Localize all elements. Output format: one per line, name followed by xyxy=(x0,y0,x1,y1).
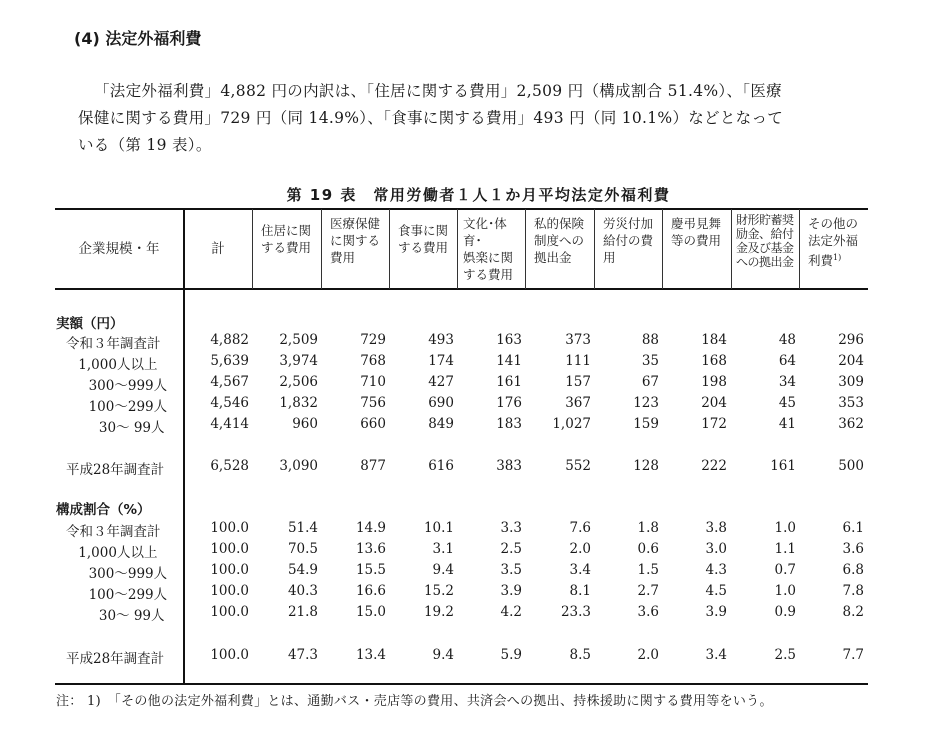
column-header-savings-incentive: 財形貯蓄奨 励金、給付 金及び基金 への拠出金 xyxy=(736,213,794,269)
table-cell: 15.5 xyxy=(355,562,386,578)
table-row xyxy=(55,562,868,583)
row-label: 1,000人以上 xyxy=(74,357,158,373)
table-cell: 159 xyxy=(633,416,659,432)
table-cell: 710 xyxy=(360,374,386,390)
table-cell: 34 xyxy=(778,374,796,390)
table-cell: 141 xyxy=(496,353,522,369)
column-header-total: 計 xyxy=(211,240,225,257)
table-cell: 13.4 xyxy=(355,647,386,663)
table-row xyxy=(55,604,868,625)
table-row xyxy=(55,458,868,479)
table-cell: 6.1 xyxy=(842,520,864,536)
table-cell: 184 xyxy=(701,332,727,348)
section-label-amount: 実額（円） xyxy=(56,316,124,332)
table-row xyxy=(55,541,868,562)
table-caption: 第 19 表 常用労働者１人１か月平均法定外福利費 xyxy=(286,186,671,204)
table-cell: 128 xyxy=(633,458,659,474)
table-cell: 35 xyxy=(641,353,659,369)
column-header-medical: 医療保健 に関する 費用 xyxy=(330,216,381,265)
table-cell: 222 xyxy=(701,458,727,474)
table-cell: 3,090 xyxy=(279,458,318,474)
table-cell: 123 xyxy=(633,395,659,411)
table-cell: 3.3 xyxy=(500,520,522,536)
table-cell: 1.0 xyxy=(774,583,796,599)
table-cell: 4,567 xyxy=(210,374,249,390)
table-cell: 2,509 xyxy=(279,332,318,348)
table-cell: 45 xyxy=(778,395,796,411)
table-cell: 100.0 xyxy=(210,562,249,578)
row-label: 300～999人 xyxy=(80,566,168,582)
row-label: 1,000人以上 xyxy=(74,545,158,561)
table-cell: 15.0 xyxy=(355,604,386,620)
table-cell: 0.6 xyxy=(637,541,659,557)
table-cell: 427 xyxy=(428,374,454,390)
row-label: 令和３年調査計 xyxy=(66,336,161,352)
table-cell: 67 xyxy=(641,374,659,390)
table-cell: 111 xyxy=(565,353,591,369)
table-cell: 690 xyxy=(428,395,454,411)
table-cell: 48 xyxy=(778,332,796,348)
table-cell: 47.3 xyxy=(287,647,318,663)
table-cell: 4.3 xyxy=(705,562,727,578)
table-cell: 10.1 xyxy=(423,520,454,536)
table-cell: 2.7 xyxy=(637,583,659,599)
table-cell: 21.8 xyxy=(287,604,318,620)
table-cell: 161 xyxy=(496,374,522,390)
table-cell: 2.0 xyxy=(569,541,591,557)
table-cell: 40.3 xyxy=(287,583,318,599)
table-row xyxy=(55,583,868,604)
column-header-meals: 食事に関 する費用 xyxy=(398,223,449,255)
table-cell: 493 xyxy=(428,332,454,348)
table-cell: 8.2 xyxy=(842,604,864,620)
table-row xyxy=(55,332,868,353)
table-cell: 5.9 xyxy=(500,647,522,663)
table-cell: 2.0 xyxy=(637,647,659,663)
row-label: 30～ 99人 xyxy=(86,420,165,436)
table-cell: 3.1 xyxy=(432,541,454,557)
table-cell: 204 xyxy=(838,353,864,369)
table-row xyxy=(55,416,868,437)
table-cell: 23.3 xyxy=(560,604,591,620)
table-cell: 3,974 xyxy=(279,353,318,369)
table-cell: 54.9 xyxy=(287,562,318,578)
table-cell: 1,027 xyxy=(552,416,591,432)
table-cell: 1.8 xyxy=(637,520,659,536)
table-cell: 1.5 xyxy=(637,562,659,578)
table-cell: 3.0 xyxy=(705,541,727,557)
table-cell: 2.5 xyxy=(774,647,796,663)
table-cell: 6.8 xyxy=(842,562,864,578)
footnote: 注： 1) 「その他の法定外福利費」とは、通勤バス・売店等の費用、共済会への拠出、持株援助に関する費用等をいう。 xyxy=(56,694,773,709)
table-cell: 1.0 xyxy=(774,520,796,536)
table-cell: 16.6 xyxy=(355,583,386,599)
table-cell: 849 xyxy=(428,416,454,432)
paragraph-line-2: 保健に関する費用」729 円（同 14.9%）、「食事に関する費用」493 円（同 10.1%）などとなって xyxy=(78,109,784,127)
table-cell: 183 xyxy=(496,416,522,432)
table-cell: 0.7 xyxy=(774,562,796,578)
table-cell: 8.5 xyxy=(569,647,591,663)
table-cell: 176 xyxy=(496,395,522,411)
table-row xyxy=(55,647,868,668)
column-header-workers-comp: 労災付加 給付の費 用 xyxy=(603,216,654,265)
row-label: 100～299人 xyxy=(80,399,168,415)
body-paragraph xyxy=(78,78,878,159)
table-cell: 174 xyxy=(428,353,454,369)
paragraph-line-3: いる（第 19 表）。 xyxy=(78,136,212,154)
table-row xyxy=(55,395,868,416)
table-cell: 3.4 xyxy=(705,647,727,663)
table-cell: 4,414 xyxy=(210,416,249,432)
table-cell: 100.0 xyxy=(210,647,249,663)
paragraph-line-1: 「法定外福利費」4,882 円の内訳は、「住居に関する費用」2,509 円（構成割合 51.4%）、「医療 xyxy=(94,82,782,100)
table-cell: 100.0 xyxy=(210,604,249,620)
table-cell: 41 xyxy=(778,416,796,432)
table-cell: 51.4 xyxy=(287,520,318,536)
table-cell: 3.5 xyxy=(500,562,522,578)
table-cell: 15.2 xyxy=(423,583,454,599)
table-cell: 5,639 xyxy=(210,353,249,369)
table-row xyxy=(55,374,868,395)
table-cell: 168 xyxy=(701,353,727,369)
table-cell: 14.9 xyxy=(355,520,386,536)
table-cell: 552 xyxy=(565,458,591,474)
table-cell: 70.5 xyxy=(287,541,318,557)
table-cell: 309 xyxy=(838,374,864,390)
table-cell: 3.8 xyxy=(705,520,727,536)
table-cell: 7.8 xyxy=(842,583,864,599)
table-cell: 4,546 xyxy=(210,395,249,411)
table-cell: 100.0 xyxy=(210,541,249,557)
row-label: 平成28年調査計 xyxy=(66,462,165,478)
section-label-ratio: 構成割合（%） xyxy=(56,502,151,518)
table-cell: 660 xyxy=(360,416,386,432)
table-row xyxy=(55,520,868,541)
table-cell: 1,832 xyxy=(279,395,318,411)
table-cell: 362 xyxy=(838,416,864,432)
table-cell: 3.6 xyxy=(842,541,864,557)
table-cell: 373 xyxy=(565,332,591,348)
table-cell: 19.2 xyxy=(423,604,454,620)
table-cell: 877 xyxy=(360,458,386,474)
row-label: 100～299人 xyxy=(80,587,168,603)
table-cell: 8.1 xyxy=(569,583,591,599)
row-label: 300～999人 xyxy=(80,378,168,394)
row-label: 30～ 99人 xyxy=(86,608,165,624)
table-cell: 9.4 xyxy=(432,647,454,663)
table-cell: 4,882 xyxy=(210,332,249,348)
table-cell: 960 xyxy=(292,416,318,432)
table-cell: 7.7 xyxy=(842,647,864,663)
table-cell: 163 xyxy=(496,332,522,348)
column-header-culture: 文化･体育･ 娯楽に関 する費用 xyxy=(463,216,514,282)
table-cell: 7.6 xyxy=(569,520,591,536)
table-cell: 756 xyxy=(360,395,386,411)
row-label: 平成28年調査計 xyxy=(66,651,165,667)
table-cell: 0.9 xyxy=(774,604,796,620)
section-heading: (4) 法定外福利費 xyxy=(74,29,202,48)
table-cell: 1.1 xyxy=(774,541,796,557)
table-cell: 729 xyxy=(360,332,386,348)
table-cell: 100.0 xyxy=(210,583,249,599)
row-label: 令和３年調査計 xyxy=(66,524,161,540)
table-cell: 3.9 xyxy=(500,583,522,599)
table-cell: 13.6 xyxy=(355,541,386,557)
table-cell: 367 xyxy=(565,395,591,411)
table-cell: 296 xyxy=(838,332,864,348)
table-cell: 9.4 xyxy=(432,562,454,578)
table-cell: 161 xyxy=(770,458,796,474)
table-row xyxy=(55,353,868,374)
column-header-congratulatory: 慶弔見舞 等の費用 xyxy=(671,216,722,248)
column-header-other: その他の 法定外福 利費$^{1)}$ xyxy=(808,216,859,269)
table-cell: 64 xyxy=(778,353,796,369)
table-cell: 88 xyxy=(641,332,659,348)
table-cell: 2.5 xyxy=(500,541,522,557)
table-cell: 3.9 xyxy=(705,604,727,620)
table-cell: 4.5 xyxy=(705,583,727,599)
table-cell: 157 xyxy=(565,374,591,390)
table-cell: 4.2 xyxy=(500,604,522,620)
table-cell: 2,506 xyxy=(279,374,318,390)
table-cell: 3.6 xyxy=(637,604,659,620)
footnote-marker: 1) xyxy=(833,253,842,262)
row-header: 企業規模・年 xyxy=(78,240,160,257)
table-cell: 6,528 xyxy=(210,458,249,474)
table-cell: 3.4 xyxy=(569,562,591,578)
column-header-private-insurance: 私的保険 制度への 拠出金 xyxy=(534,216,585,265)
table-cell: 768 xyxy=(360,353,386,369)
column-header-housing: 住居に関 する費用 xyxy=(261,223,312,255)
table-cell: 100.0 xyxy=(210,520,249,536)
table-cell: 353 xyxy=(838,395,864,411)
table-bottom-rule xyxy=(55,683,868,685)
table-cell: 500 xyxy=(838,458,864,474)
table-cell: 198 xyxy=(701,374,727,390)
table-cell: 383 xyxy=(496,458,522,474)
table-cell: 616 xyxy=(428,458,454,474)
table-cell: 204 xyxy=(701,395,727,411)
table-cell: 172 xyxy=(701,416,727,432)
